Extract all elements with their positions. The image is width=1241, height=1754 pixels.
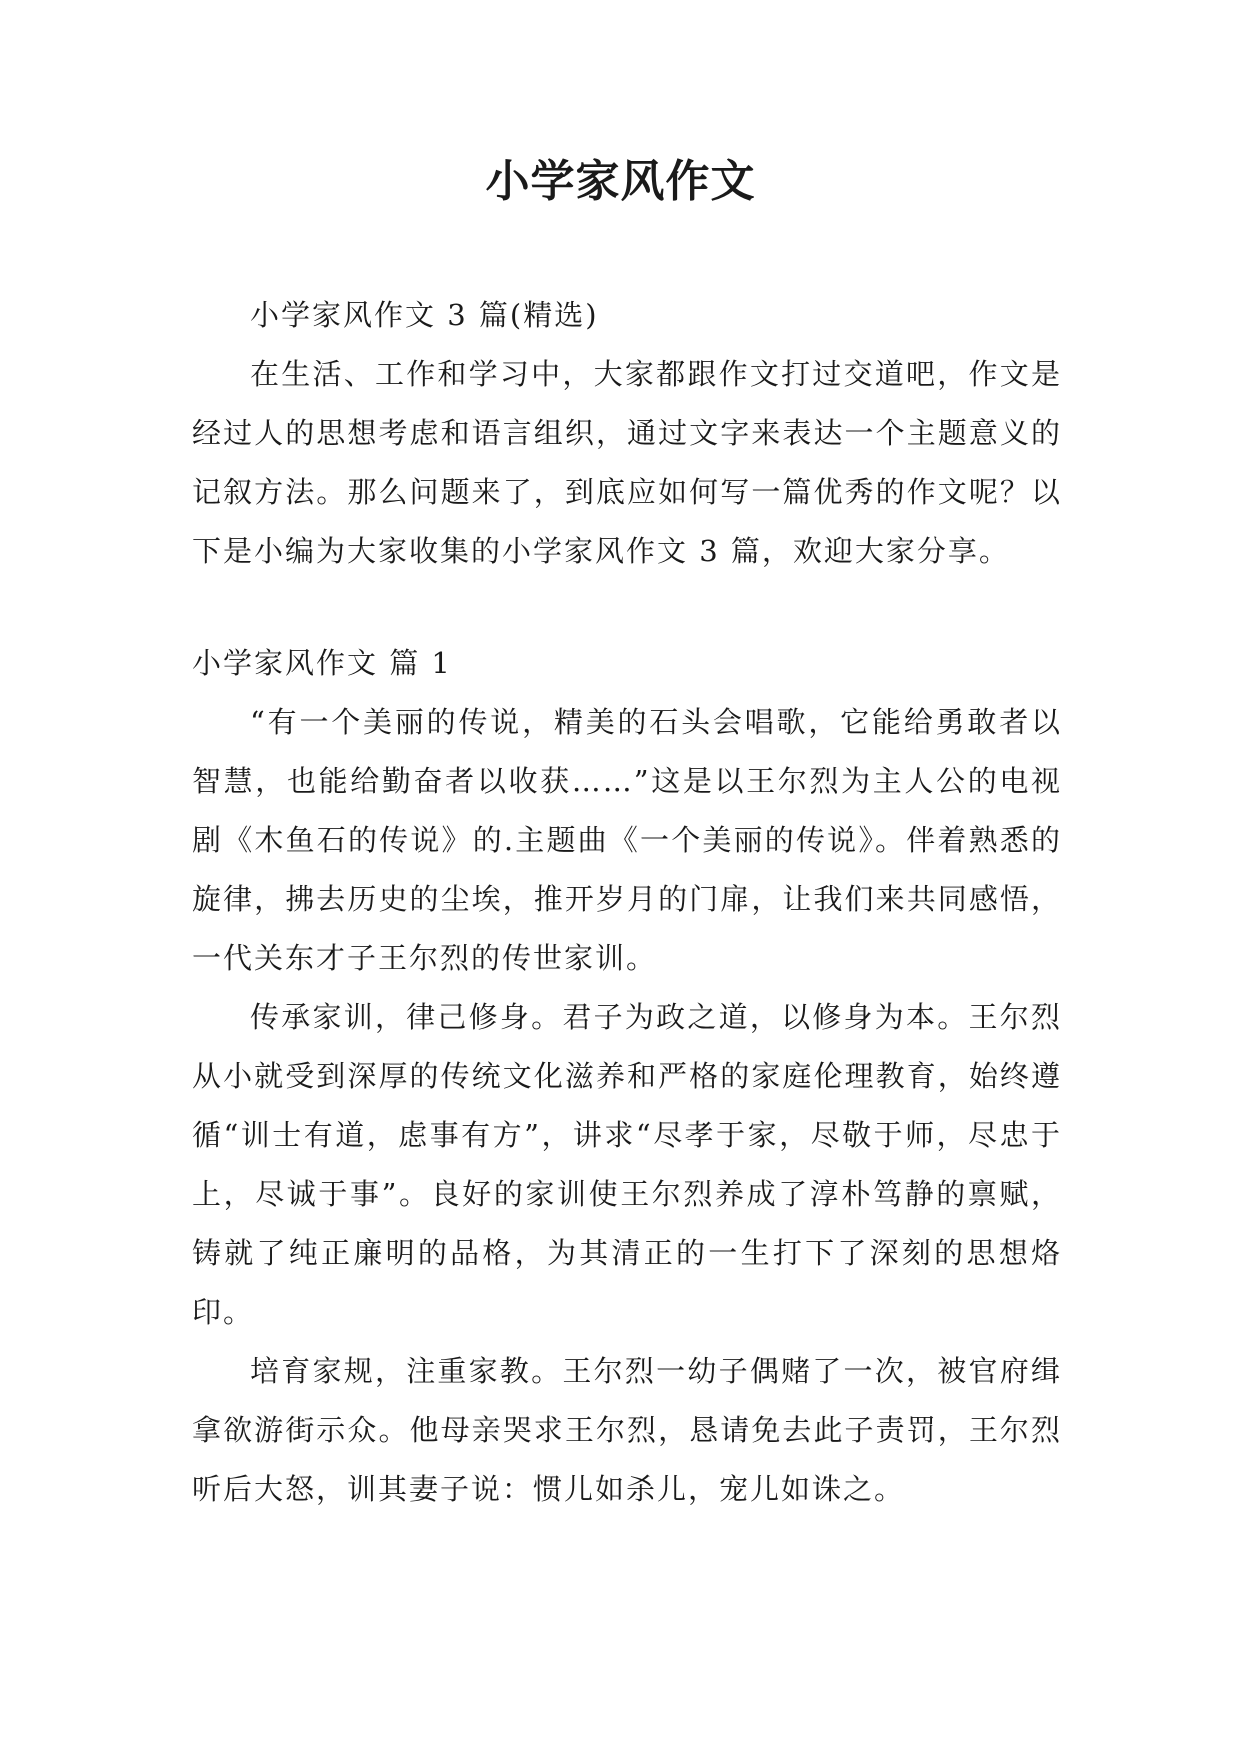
intro-paragraph: 在生活、工作和学习中，大家都跟作文打过交道吧，作文是经过人的思想考虑和语言组织，通过文字来表达一个主题意义的记叙方法。那么问题来了，到底应如何写一篇优秀的作文呢？以下是小编为大家收集的小学家风作文 3 篇，欢迎大家分享。 [192,357,1062,568]
body-paragraph-3: 培育家规，注重家教。王尔烈一幼子偶赌了一次，被官府缉拿欲游街示众。他母亲哭求王尔烈，恳请免去此子责罚，王尔烈听后大怒，训其妻子说：惯儿如杀儿，宠儿如诛之。 [192,1354,1062,1506]
document-subtitle: 小学家风作文 3 篇(精选) [250,298,599,332]
body-paragraph-2: 传承家训，律己修身。君子为政之道，以修身为本。王尔烈从小就受到深厚的传统文化滋养和严格的家庭伦理教育，始终遵循“训士有道，虑事有方”，讲求“尽孝于家，尽敬于师，尽忠于上，尽诚于事”。良好的家训使王尔烈养成了淳朴笃静的禀赋，铸就了纯正廉明的品格，为其清正的一生打下了深刻的思想烙印。 [192,1000,1062,1329]
document-title: 小学家风作文 [485,156,756,207]
document-body [192,286,1062,1519]
body-paragraph-1: “有一个美丽的传说，精美的石头会唱歌，它能给勇敢者以智慧，也能给勤奋者以收获……”这是以王尔烈为主人公的电视剧《木鱼石的传说》的.主题曲《一个美丽的传说》。伴着熟悉的旋律，拂去历史的尘埃，推开岁月的门扉，让我们来共同感悟，一代关东才子王尔烈的传世家训。 [192,705,1062,975]
section-heading: 小学家风作文 篇 1 [192,646,452,680]
